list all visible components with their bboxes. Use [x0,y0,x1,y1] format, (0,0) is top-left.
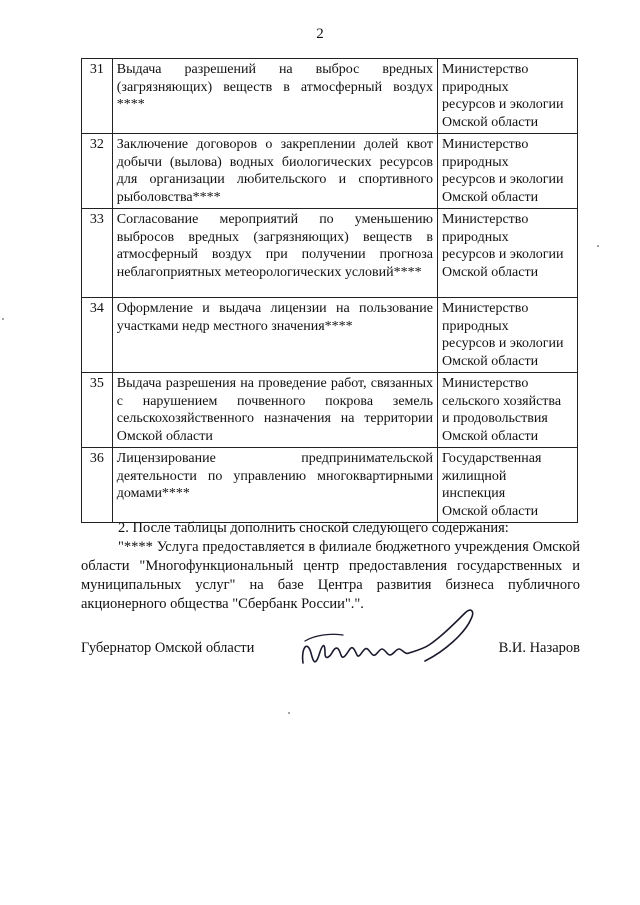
scan-speck [288,712,290,714]
department-text: Министерство природных ресурсов и экологии Омской области [442,137,564,205]
service-description: Выдача разрешения на проведение работ, связанных с нарушением почвенного покрова земель сельскохозяйственного назначения на территории Омской области [112,373,437,448]
scan-speck [597,245,599,247]
department-text: Министерство природных ресурсов и экологии Омской области [442,301,564,369]
scan-speck [2,318,4,320]
services-table [81,58,578,523]
responsible-department [438,373,578,448]
table-row [82,448,578,523]
row-number: 33 [82,209,113,298]
responsible-department [438,209,578,298]
responsible-department [438,134,578,209]
signatory-name: В.И. Назаров [498,640,580,656]
footnote-paragraph: "**** Услуга предоставляется в филиале бюджетного учреждения Омской области "Многофункциональный центр предоставления государственных и муниципальных услуг" на базе Центра развития бизнеса публичного акционерного общества "Сбербанк России".". [81,539,580,612]
row-number: 31 [82,59,113,134]
responsible-department [438,59,578,134]
service-description: Выдача разрешений на выброс вредных (загрязняющих) веществ в атмосферный воздух **** [112,59,437,134]
department-text: Министерство природных ресурсов и экологии Омской области [442,212,564,280]
row-number: 34 [82,298,113,373]
signatory-title: Губернатор Омской области [81,640,255,656]
service-description: Оформление и выдача лицензии на пользование участками недр местного значения**** [112,298,437,373]
amendment-paragraph: 2. После таблицы дополнить сноской следующего содержания: [118,520,509,536]
responsible-department [438,448,578,523]
service-description: Лицензирование предпринимательской деятельности по управлению многоквартирными домами**** [112,448,437,523]
table-row [82,373,578,448]
service-description: Согласование мероприятий по уменьшению выбросов вредных (загрязняющих) веществ в атмосферный воздух при получении прогноза неблагоприятных метеорологических условий**** [112,209,437,298]
table-row [82,134,578,209]
department-text: Министерство природных ресурсов и экологии Омской области [442,62,564,130]
row-number: 32 [82,134,113,209]
row-number: 35 [82,373,113,448]
page-number: 2 [316,26,324,42]
responsible-department [438,298,578,373]
department-text: Государственная жилищной инспекция Омской области [442,451,542,519]
table-row [82,209,578,298]
table-row [82,298,578,373]
department-text: Министерство сельского хозяйства и продовольствия Омской области [442,376,562,444]
table-row [82,59,578,134]
service-description: Заключение договоров о закреплении долей квот добычи (вылова) водных биологических ресурсов для организации любительского и спортивного рыболовства**** [112,134,437,209]
handwritten-signature [295,605,485,675]
row-number: 36 [82,448,113,523]
